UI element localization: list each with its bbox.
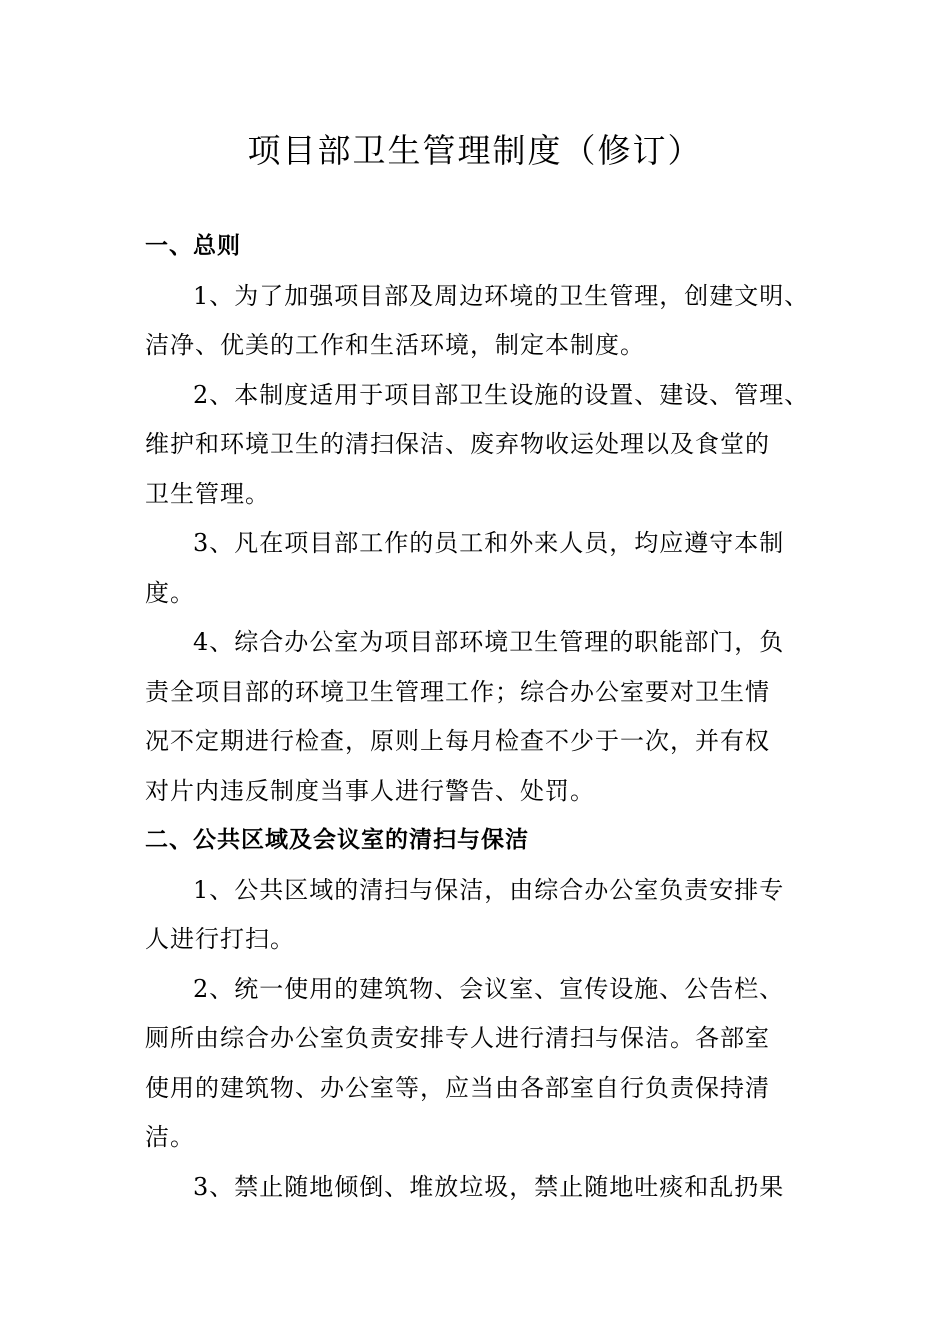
paragraph	[145, 272, 825, 371]
paragraph	[145, 1163, 825, 1213]
paragraph-line: 3、禁止随地倾倒、堆放垃圾，禁止随地吐痰和乱扔果	[193, 1172, 785, 1201]
paragraph-line: 责全项目部的环境卫生管理工作；综合办公室要对卫生情	[145, 677, 770, 706]
paragraph-line: 洁净、优美的工作和生活环境，制定本制度。	[145, 331, 645, 359]
paragraph-line: 1、公共区域的清扫与保洁，由综合办公室负责安排专	[193, 875, 785, 904]
paragraph-line: 对片内违反制度当事人进行警告、处罚。	[145, 776, 595, 805]
paragraph-line: 2、统一使用的建筑物、会议室、宣传设施、公告栏、	[193, 974, 785, 1003]
paragraph-line: 1、为了加强项目部及周边环境的卫生管理，创建文明、	[193, 281, 810, 310]
paragraph	[145, 371, 825, 520]
paragraph-line: 洁。	[145, 1123, 195, 1151]
paragraph-line: 度。	[145, 578, 195, 607]
paragraph-line: 人进行打扫。	[145, 925, 295, 953]
paragraph	[145, 519, 825, 618]
paragraph	[145, 618, 825, 816]
paragraph-line: 3、凡在项目部工作的员工和外来人员，均应遵守本制	[193, 529, 785, 557]
paragraph-line: 使用的建筑物、办公室等，应当由各部室自行负责保持清	[145, 1073, 770, 1102]
paragraph-line: 卫生管理。	[145, 479, 270, 508]
paragraph-line: 2、本制度适用于项目部卫生设施的设置、建设、管理、	[193, 380, 810, 409]
paragraph-line: 维护和环境卫生的清扫保洁、废弃物收运处理以及食堂的	[145, 430, 770, 458]
section-heading-general: 一、总则	[145, 233, 241, 259]
paragraph	[145, 866, 825, 965]
paragraph-line: 况不定期进行检查，原则上每月检查不少于一次，并有权	[145, 727, 770, 755]
paragraph-line: 厕所由综合办公室负责安排专人进行清扫与保洁。各部室	[145, 1024, 770, 1052]
paragraph-line: 4、综合办公室为项目部环境卫生管理的职能部门，负	[193, 628, 785, 656]
document-body	[145, 222, 825, 1212]
document-title: 项目部卫生管理制度（修订）	[247, 131, 703, 170]
section-heading-public-areas: 二、公共区域及会议室的清扫与保洁	[145, 827, 529, 853]
paragraph	[145, 965, 825, 1163]
